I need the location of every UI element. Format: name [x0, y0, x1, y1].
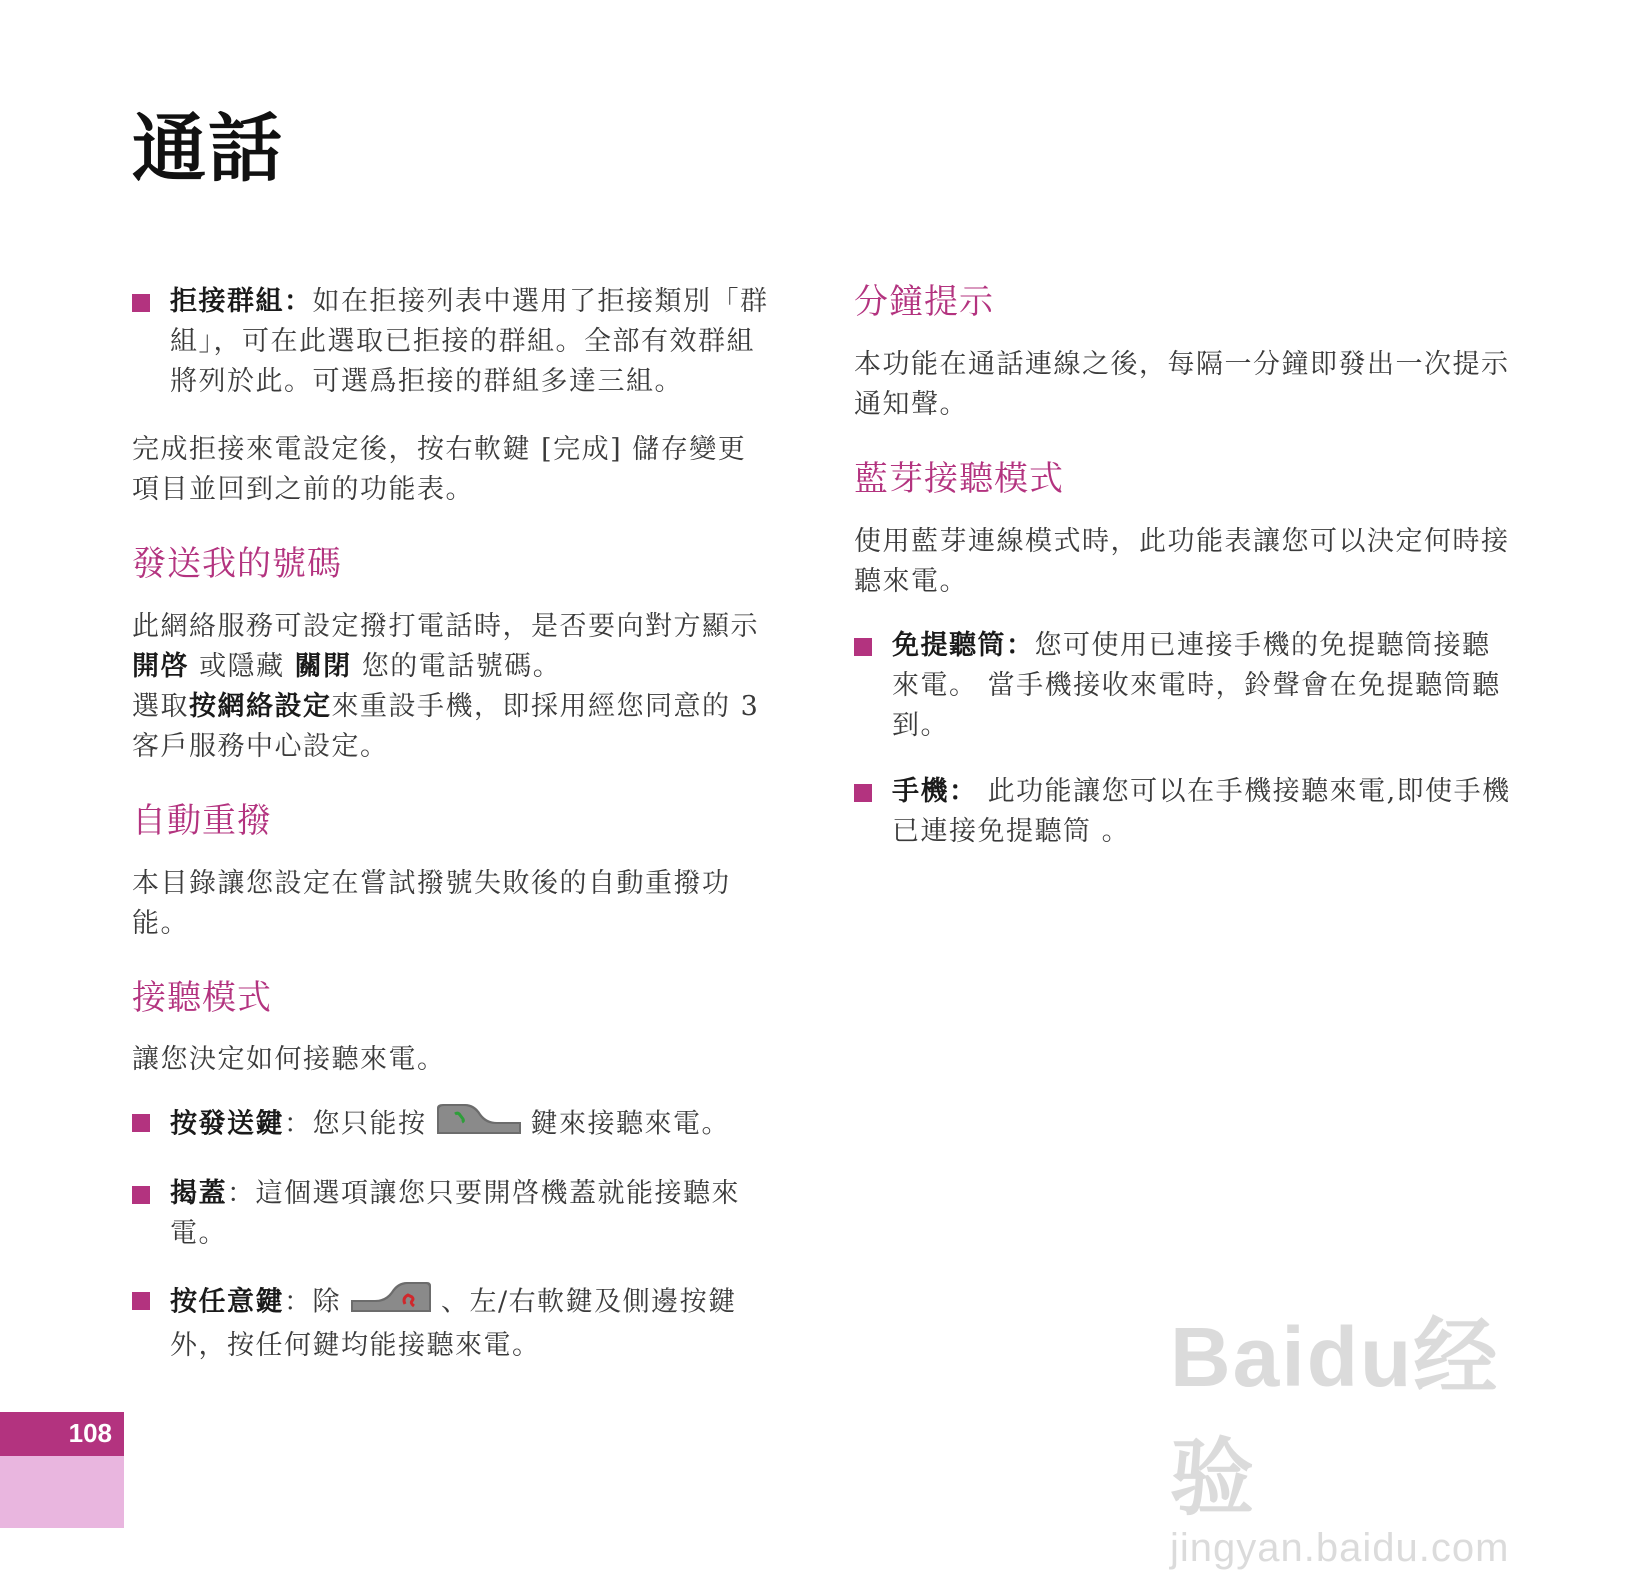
- section-heading: 接聽模式: [132, 977, 272, 1018]
- bullet-square-icon: [132, 294, 150, 312]
- bullet-term: 按任意鍵: [170, 1286, 284, 1318]
- bullet-text: 鍵來接聽來電。: [530, 1108, 730, 1140]
- section-heading: 自動重撥: [132, 800, 272, 841]
- section-heading: 藍芽接聽模式: [854, 458, 1064, 499]
- watermark-logo: Baidu经验: [1170, 1310, 1500, 1525]
- term-open: 開啓: [132, 650, 189, 682]
- text-fragment: 此網絡服務可設定撥打電話時，是否要向對方顯示: [132, 610, 759, 642]
- text-fragment: 您的電話號碼。: [351, 650, 562, 682]
- bullet-text: 您可使用已連接手機的免提聽筒接聽來電。 當手機接收來電時，鈴聲會在免提聽筒聽到。: [892, 629, 1501, 741]
- section-send-number: [132, 544, 772, 767]
- page-title: 通話: [132, 106, 284, 192]
- term-network-setting: 按網絡設定: [189, 690, 332, 722]
- paragraph: 使用藍芽連線模式時，此功能表讓您可以決定何時接聽來電。: [854, 525, 1510, 597]
- paragraph: 完成拒接來電設定後，按右軟鍵 [完成] 儲存變更項目並回到之前的功能表。: [132, 434, 747, 505]
- bullet-term: 按發送鍵: [170, 1108, 284, 1140]
- bullet-square-icon: [132, 1186, 150, 1204]
- bullet-square-icon: [854, 638, 872, 656]
- text-fragment: 來重設手機，即採用經您同意的 3 客戶服務中心設定。: [132, 690, 760, 762]
- bullet-term: 揭蓋: [170, 1178, 227, 1210]
- right-column: [854, 282, 1514, 878]
- list-item: [132, 282, 772, 402]
- bullet-text: 、左/右軟鍵及側邊按鍵外，按任何鍵均能接聽來電。: [170, 1286, 737, 1362]
- term-close: 關閉: [294, 650, 352, 682]
- end-key-icon: [349, 1280, 433, 1326]
- section-minute-alert: [854, 282, 1514, 425]
- list-item: [854, 772, 1514, 852]
- list-item: [854, 626, 1514, 746]
- bullet-term: 拒接群組：: [170, 286, 313, 317]
- list-item: [132, 1280, 772, 1366]
- bullet-term: 手機：: [892, 775, 978, 807]
- bullet-text: 如在拒接列表中選用了拒接類別「群組」，可在此選取已拒接的群組。全部有效群組將列於此。可選爲拒接的群組多達三組。: [170, 286, 769, 397]
- bullet-text: 此功能讓您可以在手機接聽來電,即使手機已連接免提聽筒 。: [892, 775, 1511, 847]
- watermark: [1170, 1290, 1550, 1570]
- bullet-term: 免提聽筒：: [892, 629, 1035, 661]
- section-auto-redial: [132, 801, 772, 944]
- page-number: 108: [68, 1418, 112, 1448]
- bullet-text: ：除: [284, 1286, 341, 1318]
- bullet-text: ：您只能按: [284, 1108, 427, 1140]
- bullet-square-icon: [132, 1292, 150, 1310]
- paragraph: 讓您決定如何接聽來電。: [132, 1044, 446, 1076]
- send-key-icon: [435, 1102, 523, 1148]
- paragraph: 本功能在通話連線之後，每隔一分鐘即發出一次提示通知聲。: [854, 348, 1510, 420]
- text-fragment: 選取: [132, 690, 189, 722]
- watermark-url: jingyan.baidu.com: [1170, 1526, 1510, 1570]
- text-fragment: 或隱藏: [189, 650, 295, 682]
- list-item: [132, 1102, 772, 1148]
- paragraph: [132, 607, 772, 767]
- paragraph: 本目錄讓您設定在嘗試撥號失敗後的自動重撥功能。: [132, 867, 731, 939]
- section-answer-mode: [132, 978, 772, 1367]
- list-item: [132, 1174, 772, 1254]
- section-heading: 分鐘提示: [854, 282, 994, 322]
- page-tab: [0, 1456, 124, 1528]
- section-heading: 發送我的號碼: [132, 544, 342, 584]
- page-number-box: [0, 1412, 124, 1456]
- left-column: [132, 282, 772, 1392]
- section-bluetooth-mode: [854, 459, 1514, 852]
- bullet-square-icon: [854, 784, 872, 802]
- bullet-text: ：這個選項讓您只要開啓機蓋就能接聽來電。: [170, 1178, 740, 1250]
- bullet-square-icon: [132, 1114, 150, 1132]
